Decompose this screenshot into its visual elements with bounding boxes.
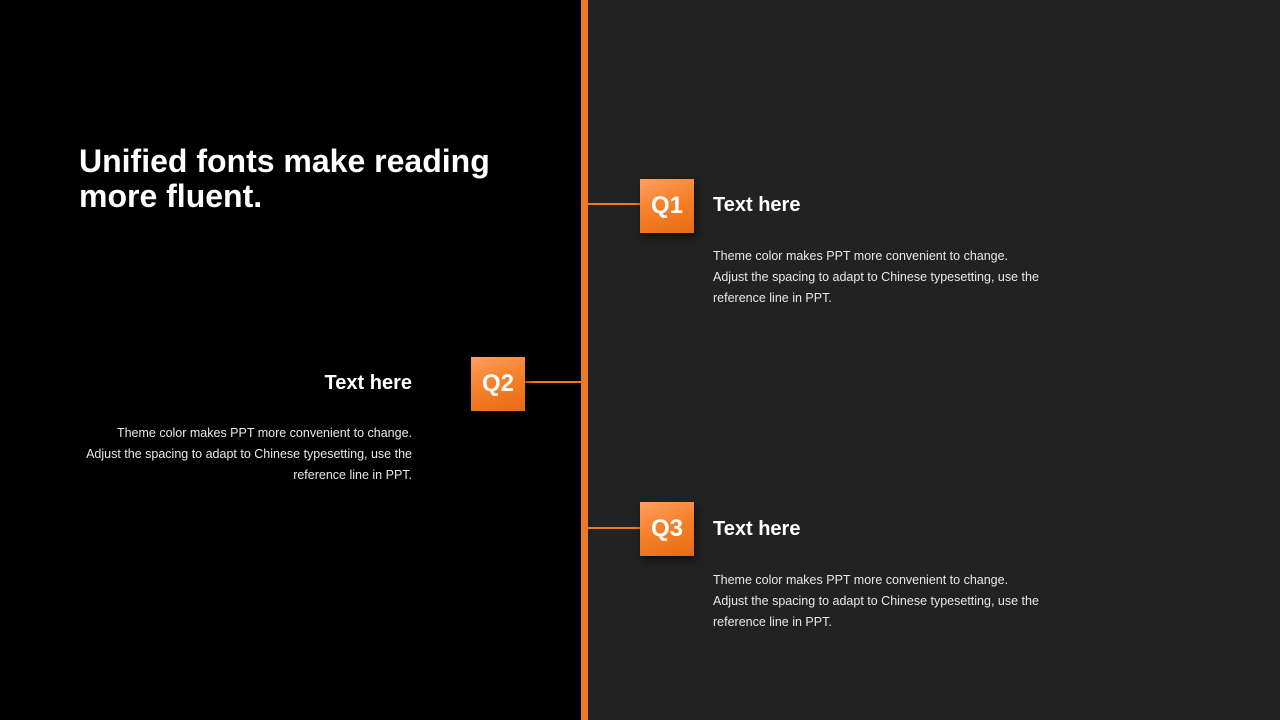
item-heading-q1: Text here [713, 194, 801, 216]
slide-title: Unified fonts make reading more fluent. [79, 143, 490, 214]
item-body-q2: Theme color makes PPT more convenient to change. Adjust the spacing to adapt to Chinese typesetting, use the reference line in PPT. [86, 426, 412, 482]
item-body-q3: Theme color makes PPT more convenient to change. Adjust the spacing to adapt to Chinese typesetting, use the reference line in PPT. [713, 573, 1039, 629]
connector-q1 [588, 203, 640, 205]
badge-q1: Q1 [640, 179, 694, 233]
connector-q3 [588, 527, 640, 529]
badge-q2: Q2 [471, 357, 525, 411]
badge-q3: Q3 [640, 502, 694, 556]
connector-q2 [524, 381, 582, 383]
item-heading-q3: Text here [713, 518, 801, 540]
item-heading-q2: Text here [324, 372, 412, 394]
item-body-q1: Theme color makes PPT more convenient to change. Adjust the spacing to adapt to Chinese typesetting, use the reference line in PPT. [713, 249, 1039, 305]
timeline-line [581, 0, 588, 720]
